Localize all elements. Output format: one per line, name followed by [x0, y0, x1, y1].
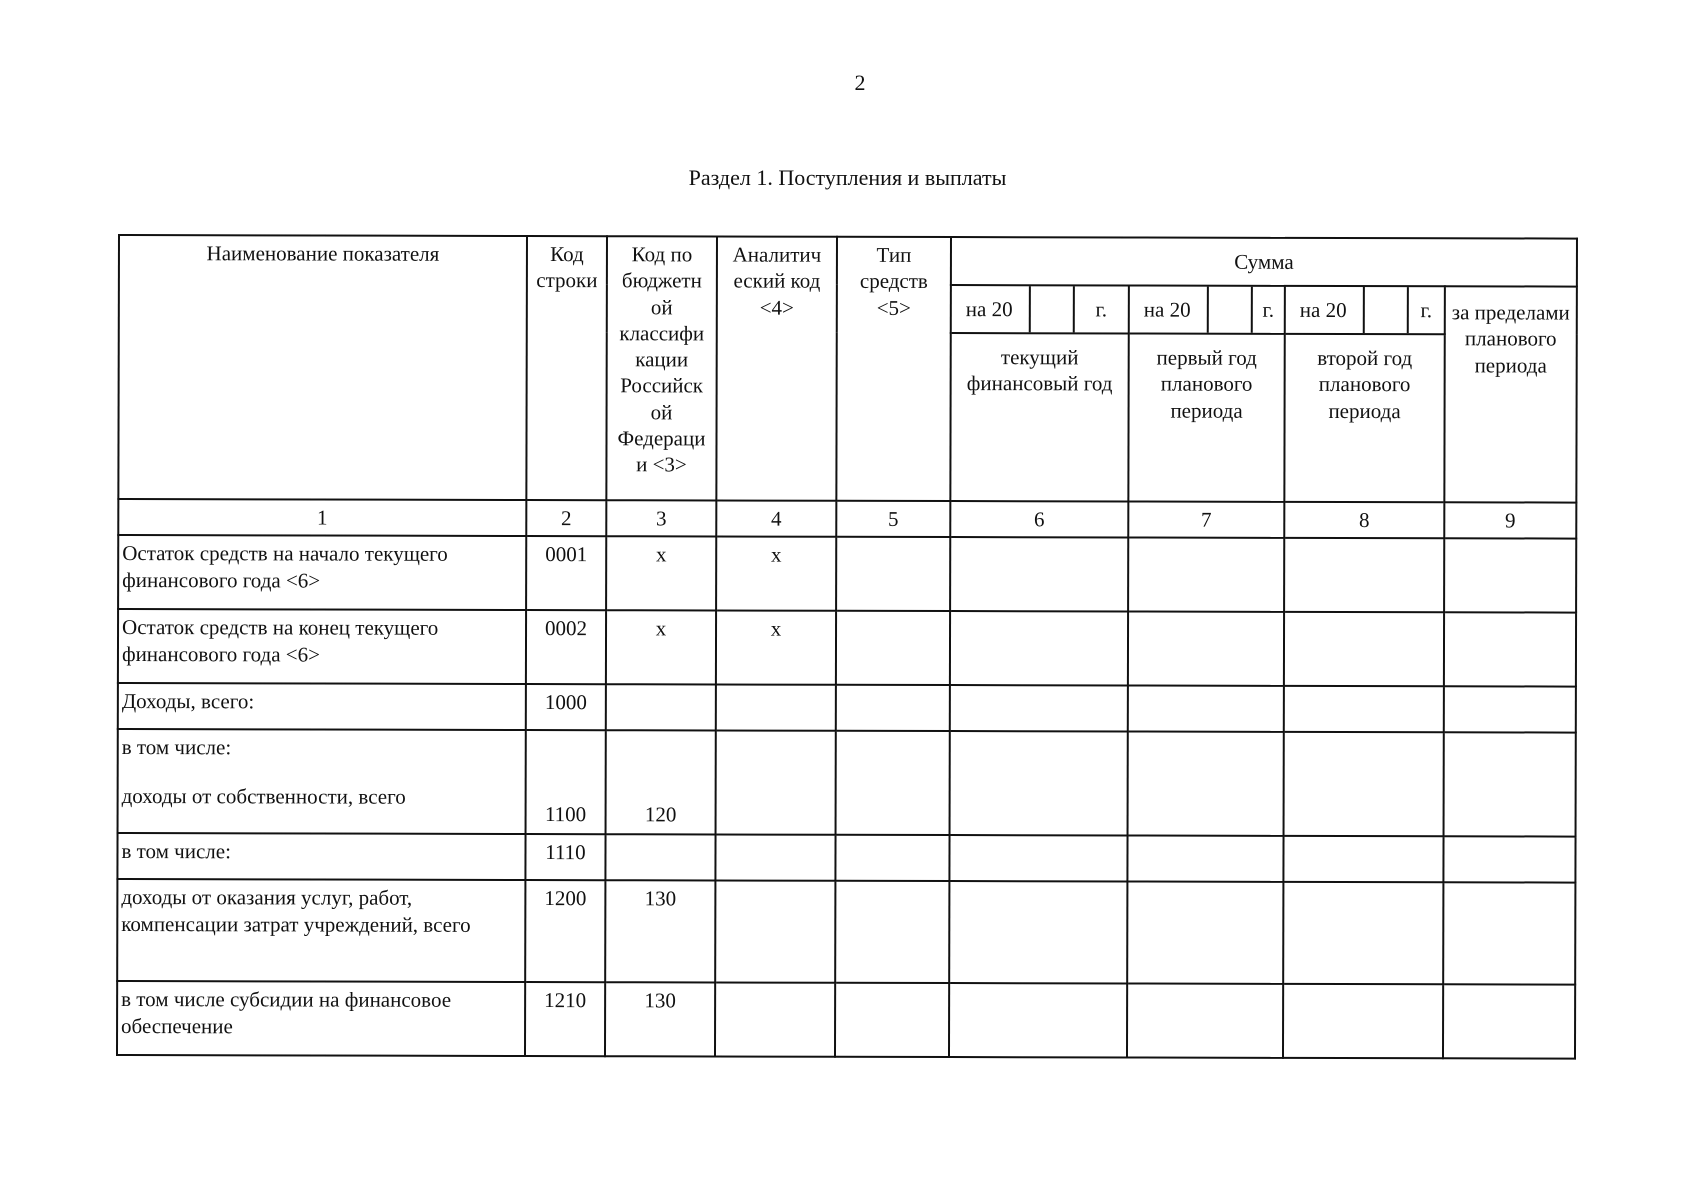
- row-fund-type[interactable]: [836, 685, 950, 731]
- row-sum-second[interactable]: [1284, 686, 1444, 732]
- page-number: 2: [854, 70, 866, 95]
- row-analytic-code[interactable]: [716, 685, 836, 731]
- row-fund-type[interactable]: [836, 611, 950, 685]
- row-sum-beyond[interactable]: [1444, 612, 1576, 686]
- column-number: 3: [606, 500, 716, 537]
- column-number: 9: [1444, 502, 1576, 539]
- year-cell-current: [951, 285, 1129, 333]
- row-sublabel: в том числе:: [121, 735, 232, 760]
- row-code: 1210: [525, 982, 605, 1056]
- row-budget-code: 120: [606, 730, 716, 834]
- row-analytic-code: x: [716, 611, 836, 685]
- row-sum-first[interactable]: [1127, 836, 1283, 882]
- row-name: в том числе субсидии на финансовое обеспечение: [117, 981, 525, 1056]
- row-sum-beyond[interactable]: [1443, 882, 1575, 984]
- row-fund-type[interactable]: [835, 881, 949, 983]
- row-analytic-code[interactable]: [715, 881, 835, 983]
- row-sum-beyond[interactable]: [1443, 984, 1575, 1058]
- header-fund-type: Тип средств <5>: [836, 237, 951, 501]
- table-row: [118, 729, 1576, 837]
- section-title: Раздел 1. Поступления и выплаты: [688, 165, 1007, 190]
- row-budget-code[interactable]: [606, 684, 716, 730]
- column-number: 4: [716, 500, 836, 537]
- table-row: [118, 609, 1576, 687]
- row-sum-first[interactable]: [1128, 732, 1284, 836]
- row-name: Остаток средств на конец текущего финансового года <6>: [118, 609, 526, 684]
- column-number: 2: [526, 500, 606, 536]
- row-fund-type[interactable]: [835, 983, 949, 1057]
- row-sum-second[interactable]: [1283, 882, 1443, 984]
- row-sum-second[interactable]: [1283, 984, 1443, 1058]
- row-name: Доходы, всего:: [118, 683, 526, 730]
- row-budget-code[interactable]: [605, 834, 715, 880]
- row-sum-first[interactable]: [1128, 612, 1284, 686]
- row-sum-current[interactable]: [950, 611, 1128, 685]
- row-fund-type[interactable]: [836, 731, 950, 835]
- table-row: [117, 833, 1575, 883]
- column-number: 6: [950, 501, 1128, 538]
- row-code: 1000: [526, 684, 606, 730]
- header-current-year: текущий финансовый год: [950, 333, 1128, 501]
- row-sum-beyond[interactable]: [1444, 732, 1576, 836]
- row-name: в том числе:: [117, 833, 525, 880]
- row-sum-first[interactable]: [1127, 984, 1283, 1058]
- row-budget-code: x: [606, 536, 716, 610]
- year-prefix: на 20: [1299, 297, 1347, 322]
- row-sum-first[interactable]: [1128, 538, 1284, 612]
- row-sum-second[interactable]: [1283, 836, 1443, 882]
- row-budget-code: 130: [605, 880, 715, 982]
- year-suffix: г.: [1262, 297, 1275, 322]
- column-number: 1: [118, 499, 526, 536]
- row-code: 1200: [525, 880, 605, 982]
- year-prefix: на 20: [1143, 297, 1191, 322]
- year-blank[interactable]: [1363, 287, 1409, 333]
- header-row-1: [119, 235, 1577, 287]
- table-row: [118, 683, 1576, 733]
- row-code: 0002: [526, 610, 606, 684]
- header-first-year: первый год планового периода: [1128, 333, 1284, 501]
- column-number: 8: [1284, 502, 1444, 539]
- row-budget-code: x: [606, 610, 716, 684]
- row-sum-beyond[interactable]: [1444, 686, 1576, 732]
- year-blank[interactable]: [1029, 286, 1075, 332]
- row-code: 1110: [525, 834, 605, 880]
- row-sum-current[interactable]: [949, 983, 1127, 1057]
- header-beyond: за пределами планового периода: [1444, 286, 1577, 502]
- year-blank[interactable]: [1207, 287, 1253, 333]
- year-suffix: г.: [1095, 297, 1108, 322]
- row-name: доходы от оказания услуг, работ, компенсации затрат учреждений, всего: [117, 879, 525, 982]
- table-row: [117, 981, 1575, 1059]
- row-sum-beyond[interactable]: [1444, 538, 1576, 612]
- row-sum-first[interactable]: [1128, 686, 1284, 732]
- row-budget-code: 130: [605, 982, 715, 1056]
- row-sum-current[interactable]: [950, 685, 1128, 731]
- year-cell-first: [1129, 285, 1285, 333]
- header-second-year: второй год планового периода: [1284, 334, 1444, 502]
- table-row: [118, 535, 1576, 613]
- row-name: доходы от собственности, всего: [121, 783, 406, 809]
- header-analytic-code: Аналитич еский код <4>: [716, 236, 837, 500]
- row-sum-current[interactable]: [950, 537, 1128, 611]
- row-sum-current[interactable]: [949, 835, 1127, 881]
- row-analytic-code[interactable]: [716, 731, 836, 835]
- year-prefix: на 20: [965, 296, 1013, 322]
- row-fund-type[interactable]: [835, 835, 949, 881]
- row-analytic-code: x: [716, 537, 836, 611]
- header-sum: Сумма: [951, 237, 1577, 287]
- row-sum-second[interactable]: [1284, 612, 1444, 686]
- row-sum-second[interactable]: [1284, 538, 1444, 612]
- row-sum-current[interactable]: [949, 881, 1127, 983]
- row-sum-current[interactable]: [950, 731, 1128, 835]
- column-number: 7: [1128, 501, 1284, 538]
- row-name: Остаток средств на начало текущего финансового года <6>: [118, 535, 526, 610]
- table-row: [117, 879, 1575, 985]
- row-fund-type[interactable]: [836, 537, 950, 611]
- row-analytic-code[interactable]: [715, 983, 835, 1057]
- row-sum-first[interactable]: [1127, 882, 1283, 984]
- row-code: 1100: [526, 730, 606, 834]
- header-line-code: Код строки: [526, 236, 607, 500]
- row-sum-second[interactable]: [1284, 732, 1444, 836]
- row-name-cell: [118, 729, 526, 834]
- row-analytic-code[interactable]: [715, 835, 835, 881]
- receipts-payments-table: [116, 234, 1578, 1060]
- row-code: 0001: [526, 536, 606, 610]
- year-suffix: г.: [1420, 298, 1433, 323]
- column-number: 5: [836, 501, 950, 538]
- header-budget-code: Код по бюджетн ой классифи кации Российск ой Федераци и <3>: [606, 236, 717, 500]
- year-cell-second: [1285, 286, 1445, 334]
- row-sum-beyond[interactable]: [1443, 836, 1575, 882]
- header-name: Наименование показателя: [118, 235, 527, 500]
- column-numbers-row: [118, 499, 1576, 539]
